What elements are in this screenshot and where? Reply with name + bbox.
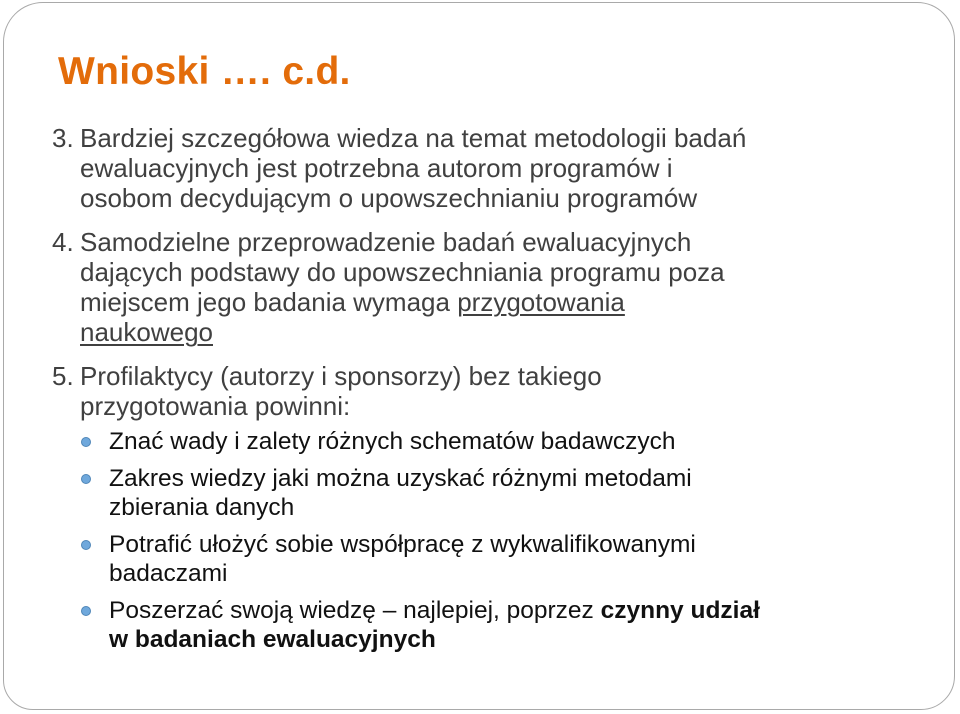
- bullet-item: [52, 530, 932, 588]
- point-line: dających podstawy do upowszechniania programu poza: [80, 257, 725, 287]
- point-line: Bardziej szczegółowa wiedza na temat metodologii badań: [80, 123, 747, 153]
- point-number: 4.: [52, 227, 74, 257]
- bullet-line: Znać wady i zalety różnych schematów badawczych: [109, 428, 676, 455]
- point-line: osobom decydującym o upowszechnianiu programów: [80, 183, 698, 213]
- slide-content: [52, 123, 932, 662]
- bullet-list: [52, 427, 932, 654]
- point-line-text: miejscem jego badania wymaga: [80, 287, 450, 317]
- bullet-line: badaczami: [109, 560, 228, 587]
- bullet-dot-icon: [81, 437, 91, 447]
- bullet-dot-icon: [81, 606, 91, 616]
- underlined-text: przygotowania: [457, 287, 625, 317]
- bold-line: w badaniach ewaluacyjnych: [109, 626, 436, 653]
- slide-title: Wnioski …. c.d.: [58, 50, 351, 93]
- point-line: Profilaktycy (autorzy i sponsorzy) bez takiego: [80, 361, 602, 391]
- bullet-item: [52, 427, 932, 456]
- bullet-dot-icon: [81, 540, 91, 550]
- numbered-point-5: [52, 361, 932, 421]
- point-number: 5.: [52, 361, 74, 391]
- numbered-point-3: [52, 123, 932, 213]
- point-number: 3.: [52, 123, 74, 153]
- bullet-dot-icon: [81, 474, 91, 484]
- point-line-with-underline: [80, 287, 932, 317]
- point-line: przygotowania powinni:: [80, 391, 351, 421]
- bullet-line: zbierania danych: [109, 494, 295, 521]
- bullet-item: [52, 464, 932, 522]
- bullet-item: [52, 596, 932, 654]
- bullet-text: Poszerzać swoją wiedzę – najlepiej, poprzez: [109, 597, 594, 624]
- bullet-line: [109, 596, 932, 625]
- bold-text: czynny udział: [600, 597, 760, 624]
- point-line: ewaluacyjnych jest potrzebna autorom programów i: [80, 153, 673, 183]
- underlined-line: naukowego: [80, 317, 213, 347]
- bullet-line: Potrafić ułożyć sobie współpracę z wykwalifikowanymi: [109, 531, 696, 558]
- bullet-line: Zakres wiedzy jaki można uzyskać różnymi metodami: [109, 465, 692, 492]
- point-line: Samodzielne przeprowadzenie badań ewaluacyjnych: [80, 227, 692, 257]
- numbered-point-4: [52, 227, 932, 347]
